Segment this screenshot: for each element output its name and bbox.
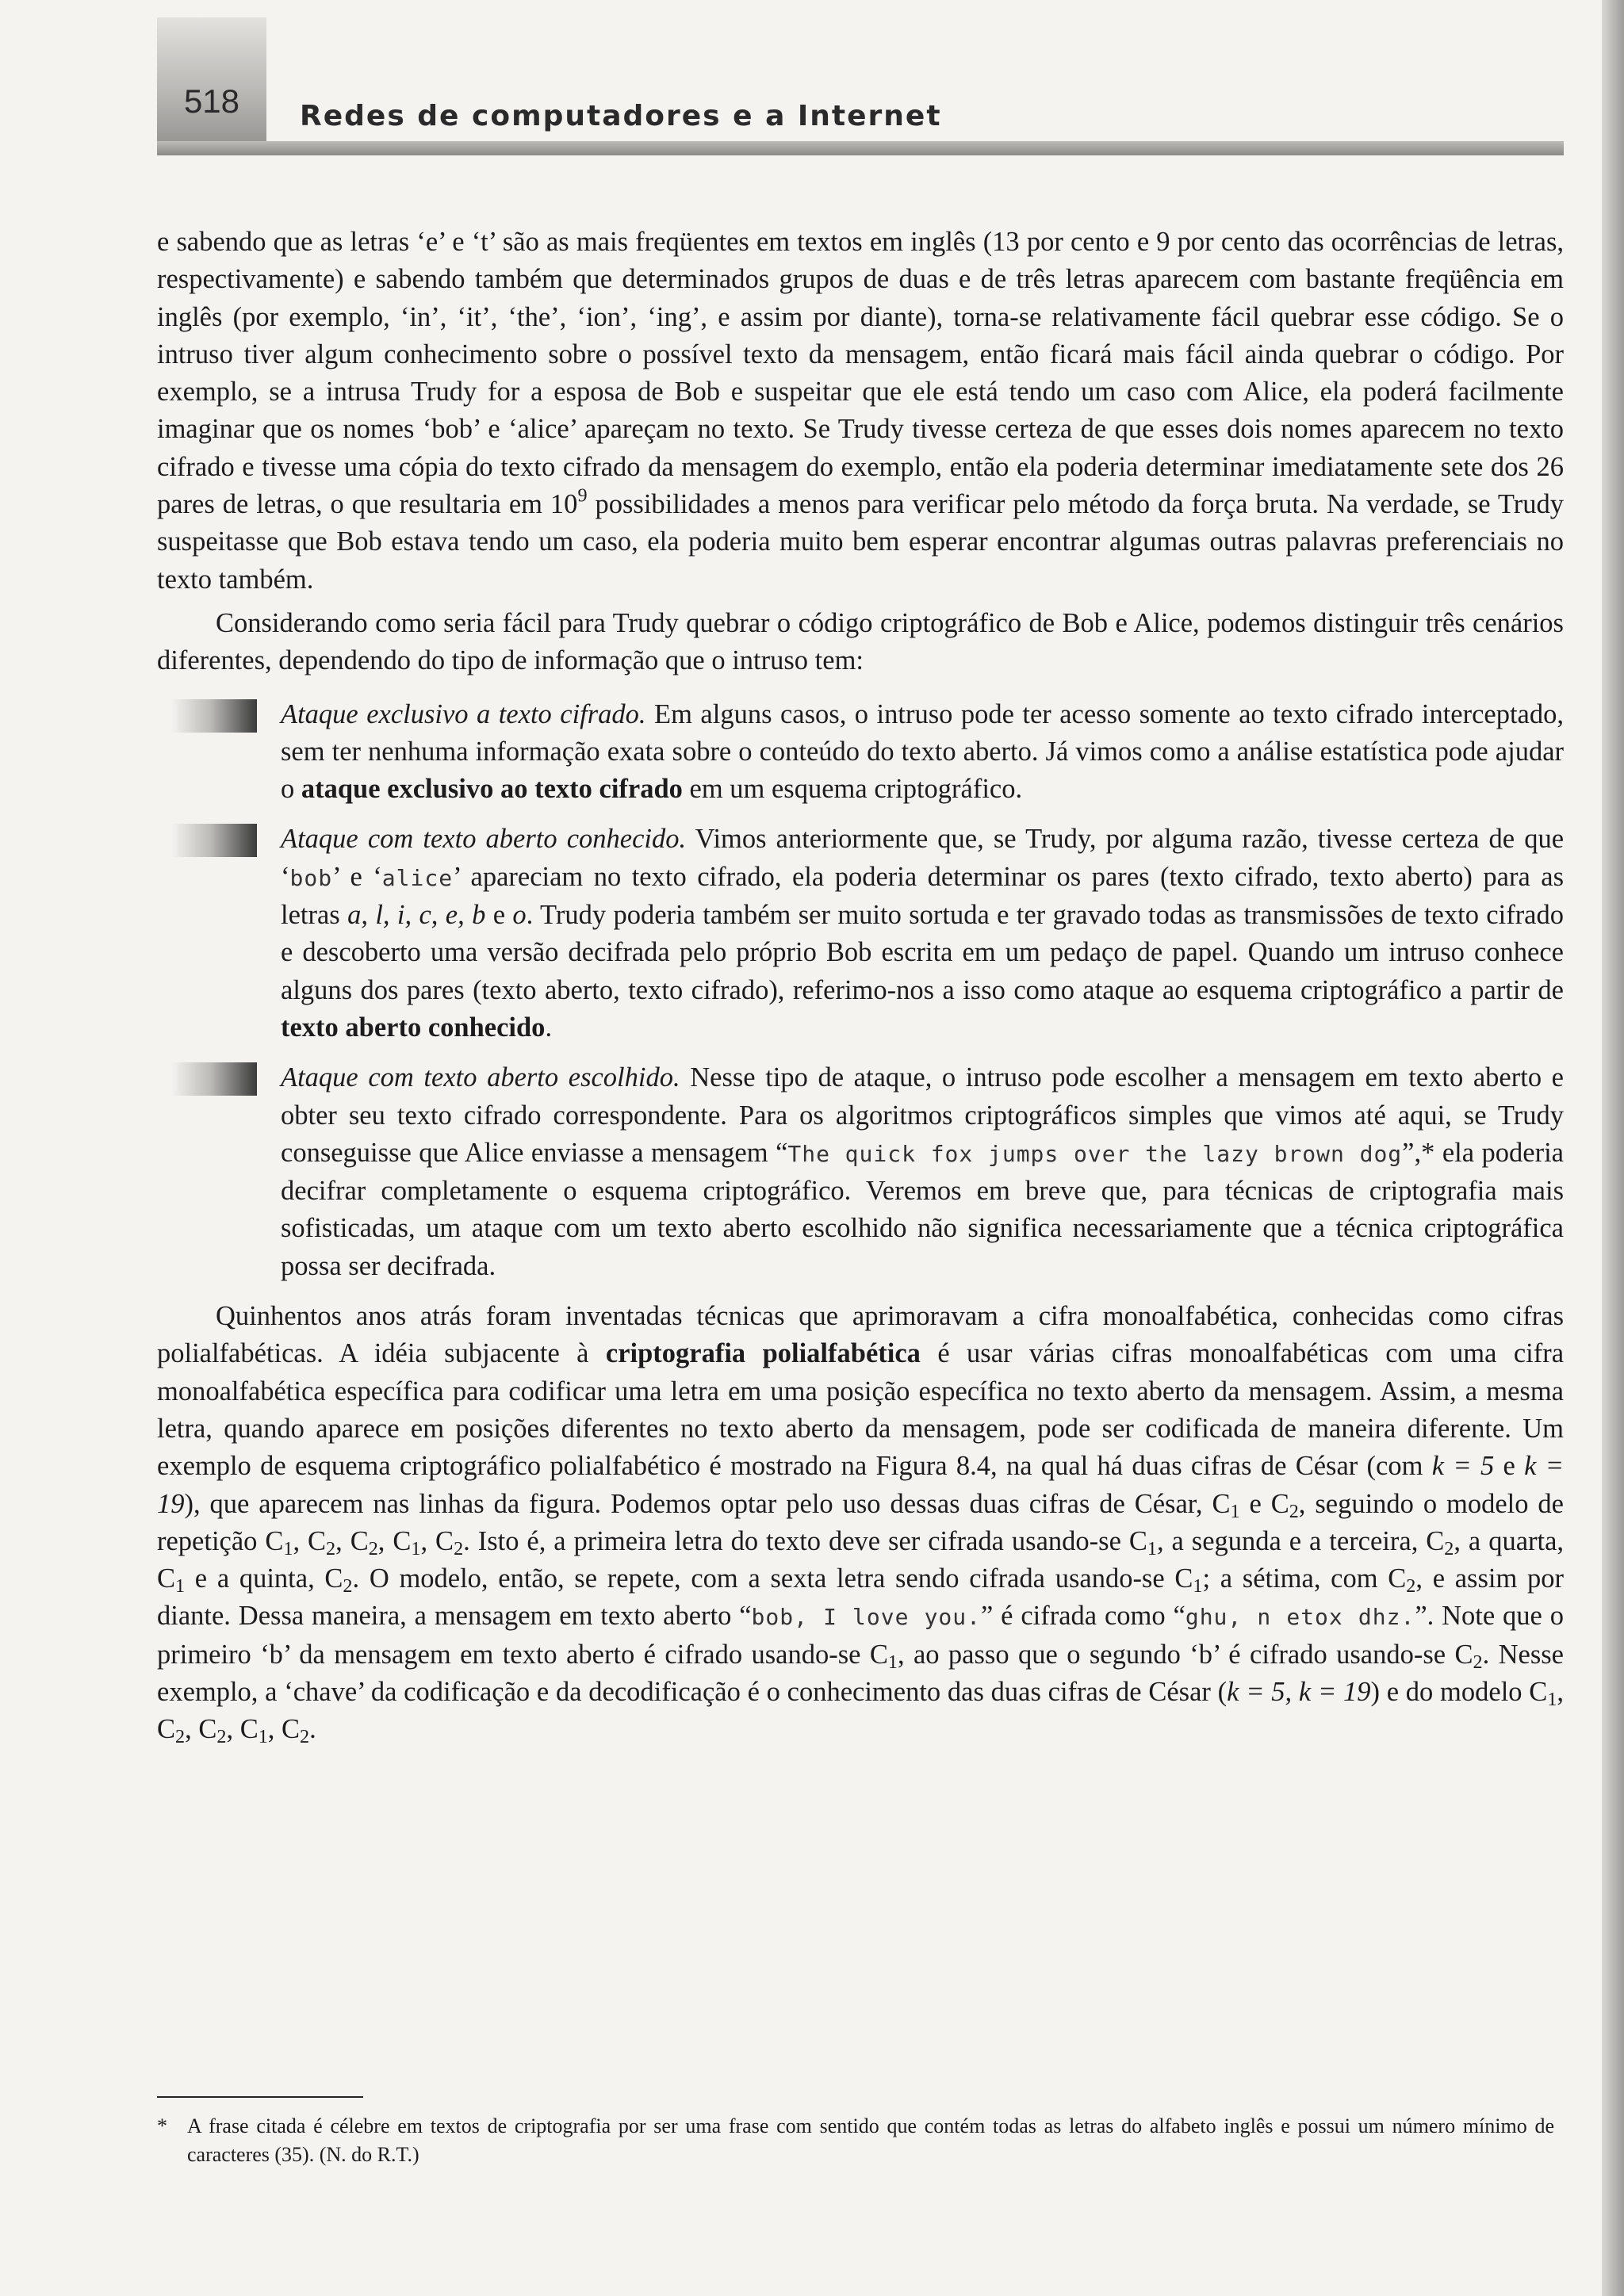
attack-scenarios-list <box>157 696 1564 1285</box>
bullet-bar <box>171 699 257 733</box>
bullet-bar <box>171 824 257 857</box>
bullet-bar <box>171 1062 257 1096</box>
page-edge-shadow <box>1602 0 1624 2296</box>
list-item: Ataque com texto aberto escolhido. Nesse tipo de ataque, o intruso pode escolher a mensagem em texto aberto e obter seu texto cifrado correspondente. Para os algoritmos criptográficos simples que vimos até aqui, se Trudy conseguisse que Alice enviasse a mensagem “The quick fox jumps over the lazy brown dog”,* ela poderia decifrar completamente o esquema criptográfico. Veremos em breve que, para técnicas de criptografia mais sofisticadas, um ataque com um texto aberto escolhido não significa necessariamente que a técnica criptográfica possa ser decifrada. <box>157 1059 1564 1285</box>
footnote-rule <box>157 2096 363 2098</box>
running-title: Redes de computadores e a Internet <box>300 100 942 132</box>
footnote <box>157 2112 1554 2169</box>
page-body <box>157 224 1564 1749</box>
list-item: Ataque exclusivo a texto cifrado. Em alguns casos, o intruso pode ter acesso somente ao texto cifrado interceptado, sem ter nenhuma informação exata sobre o conteúdo do texto aberto. Já vimos como a análise estatística pode ajudar o ataque exclusivo ao texto cifrado em um esquema criptográfico. <box>157 696 1564 809</box>
paragraph-2: Considerando como seria fácil para Trudy quebrar o código criptográfico de Bob e Alice, podemos distinguir três cenários diferentes, dependendo do tipo de informação que o intruso tem: <box>157 607 1564 676</box>
page-number: 518 <box>183 82 240 120</box>
paragraph-1: e sabendo que as letras ‘e’ e ‘t’ são as mais freqüentes em textos em inglês (13 por cento e 9 por cento das ocorrências de letras, respectivamente) e sabendo também que determinados grupos de duas e de três letras aparecem com bastante freqüência em inglês (por exemplo, ‘in’, ‘it’, ‘the’, ‘ion’, ‘ing’, e assim por diante), torna-se relativamente fácil quebrar esse código. Se o intruso tiver algum conhecimento sobre o possível texto da mensagem, então ficará mais fácil ainda quebrar o código. Por exemplo, se a intrusa Trudy for a esposa de Bob e suspeitar que ele está tendo um caso com Alice, ela poderá facilmente imaginar que os nomes ‘bob’ e ‘alice’ apareçam no texto. Se Trudy tivesse certeza de que esses dois nomes aparecem no texto cifrado e tivesse uma cópia do texto cifrado da mensagem do exemplo, então ela poderia determinar imediatamente sete dos 26 pares de letras, o que resultaria em $10^9$ possibilidades a menos para verificar pelo método da força bruta. Na verdade, se Trudy suspeitasse que Bob estava tendo um caso, ela poderia muito bem esperar encontrar algumas outras palavras preferenciais no texto também. <box>157 227 1565 595</box>
list-item: Ataque com texto aberto conhecido. Vimos anteriormente que, se Trudy, por alguma razão, tivesse certeza de que ‘bob’ e ‘alice’ apareciam no texto cifrado, ela poderia determinar os pares (texto cifrado, texto aberto) para as letras a, l, i, c, e, b e o. Trudy poderia também ser muito sortuda e ter gravado todas as transmissões de texto cifrado e descoberto uma versão decifrada pelo próprio Bob escrita em um pedaço de papel. Quando um intruso conhece alguns dos pares (texto aberto, texto cifrado), referimo-nos a isso como ataque ao esquema criptográfico a partir de texto aberto conhecido. <box>157 821 1564 1047</box>
header-rule <box>157 141 1564 155</box>
paragraph-3: Quinhentos anos atrás foram inventadas técnicas que aprimoravam a cifra monoalfabética, conhecidas como cifras polialfabéticas. A idéia subjacente à criptografia polialfabética é usar várias cifras monoalfabéticas com uma cifra monoalfabética específica para codificar uma letra em uma posição específica no texto aberto da mensagem. Assim, a mesma letra, quando aparece em posições diferentes no texto aberto da mensagem, pode ser codificada de maneira diferente. Um exemplo de esquema criptográfico polialfabético é mostrado na Figura 8.4, na qual há duas cifras de César (com k = 5 e k = 19), que aparecem nas linhas da figura. Podemos optar pelo uso dessas duas cifras de César, $C_1$ e $C_2$, seguindo o modelo de repetição $C_1$, $C_2$, $C_2$, $C_1$, $C_2$. Isto é, a primeira letra do texto deve ser cifrada usando-se $C_1$, a segunda e a terceira, $C_2$, a quarta, $C_1$ e a quinta, $C_2$. O modelo, então, se repete, com a sexta letra sendo cifrada usando-se $C_1$; a sétima, com $C_2$, e assim por diante. Dessa maneira, a mensagem em texto aberto “bob, I love you.” é cifrada como “ghu, n etox dhz.”. Note que o primeiro ‘b’ da mensagem em texto aberto é cifrado usando-se $C_1$, ao passo que o segundo ‘b’ é cifrado usando-se $C_2$. Nesse exemplo, a ‘chave’ da codificação e da decodificação é o conhecimento das duas cifras de César (k = 5, k = 19) e do modelo $C_1$, $C_2$, $C_2$, $C_1$, $C_2$. <box>157 1301 1565 1748</box>
footnote-text: A frase citada é célebre em textos de criptografia por ser uma frase com sentido que contém todas as letras do alfabeto inglês e possui um número mínimo de caracteres (35). (N. do R.T.) <box>187 2114 1554 2166</box>
footnote-mark: * <box>157 2114 167 2137</box>
